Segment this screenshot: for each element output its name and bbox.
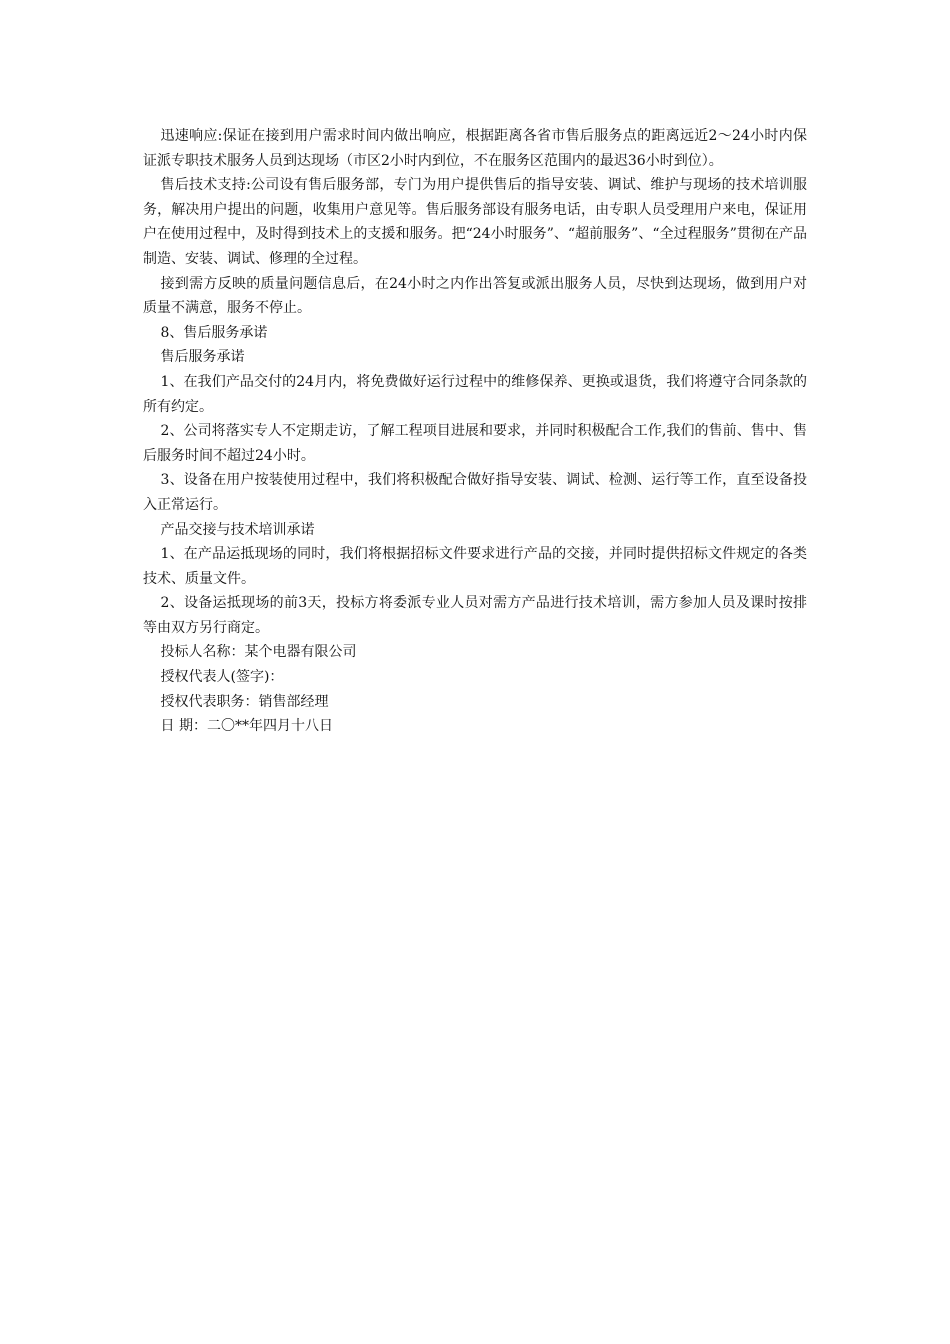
signature-date: 日 期：二〇**年四月十八日 [160,718,333,735]
document-page [143,124,807,739]
authorized-representative: 授权代表人(签字)： [160,669,284,686]
bidder-name: 投标人名称：某个电器有限公司 [160,644,357,661]
technical-support-paragraph: 售后技术支持:公司设有售后服务部，专门为用户提供售后的指导安装、调试、维护与现场的技术培训服务，解决用户提出的问题，收集用户意见等。售后服务部设有服务电话，由专职人员受理用户来电，保证用户在使用过程中，及时得到技术上的支援和服务。把“24小时服务”、“超前服务”、“全过程服务”贯彻在产品制造、安装、调试、修理的全过程。 [143,177,807,267]
training-item-2: 2、设备运抵现场的前3天，投标方将委派专业人员对需方产品进行技术培训，需方参加人员及课时按排等由双方另行商定。 [143,595,807,636]
training-item-1: 1、在产品运抵现场的同时，我们将根据招标文件要求进行产品的交接，并同时提供招标文件规定的各类技术、质量文件。 [143,546,807,587]
section-heading: 8、售后服务承诺 [160,324,268,341]
representative-position: 授权代表职务：销售部经理 [160,693,329,710]
quality-response-paragraph: 接到需方反映的质量问题信息后，在24小时之内作出答复或派出服务人员，尽快到达现场，做到用户对质量不满意，服务不停止。 [143,275,807,317]
commitment-item-1: 1、在我们产品交付的24月内，将免费做好运行过程中的维修保养、更换或退货，我们将遵守合同条款的所有约定。 [143,373,807,415]
training-subheading: 产品交接与技术培训承诺 [160,521,315,538]
commitment-item-2: 2、公司将落实专人不定期走访，了解工程项目进展和要求，并同时积极配合工作,我们的售前、售中、售后服务时间不超过24小时。 [143,423,807,464]
commitment-item-3: 3、设备在用户按装使用过程中，我们将积极配合做好指导安装、调试、检测、运行等工作，直至设备投入正常运行。 [143,472,807,513]
rapid-response-paragraph: 迅速响应:保证在接到用户需求时间内做出响应，根据距离各省市售后服务点的距离远近2～24小时内保证派专职技术服务人员到达现场（市区2小时内到位，不在服务区范围内的最迟36小时到位）。 [143,128,807,169]
after-sales-subheading: 售后服务承诺 [160,349,245,366]
